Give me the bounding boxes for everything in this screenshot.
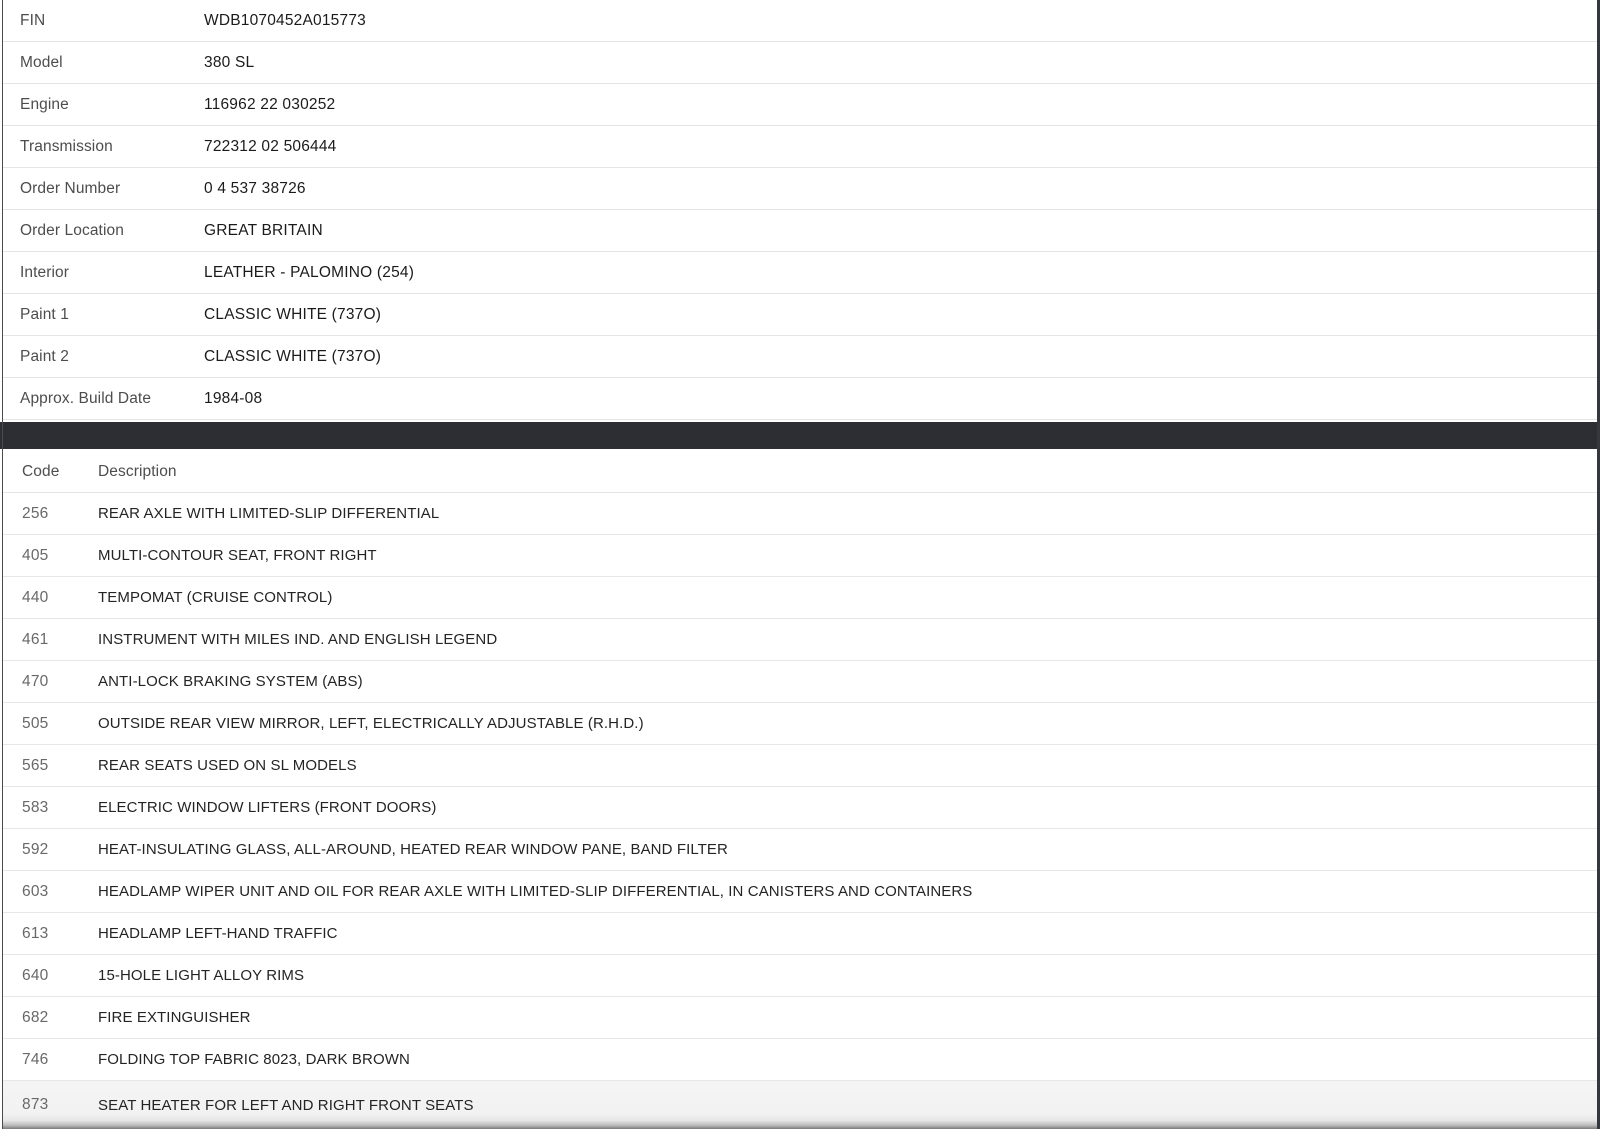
vehicle-info-row [3,210,1597,252]
option-description: OUTSIDE REAR VIEW MIRROR, LEFT, ELECTRICALLY ADJUSTABLE (R.H.D.) [98,715,644,732]
field-value: CLASSIC WHITE (737O) [204,305,382,323]
option-row [3,703,1597,745]
option-description: 15-HOLE LIGHT ALLOY RIMS [98,967,305,984]
option-row [3,829,1597,871]
option-description: REAR SEATS USED ON SL MODELS [98,757,357,774]
vehicle-info-row [3,294,1597,336]
vehicle-info-row [3,252,1597,294]
field-label: Order Number [20,179,121,197]
option-row [3,997,1597,1039]
option-description: FOLDING TOP FABRIC 8023, DARK BROWN [98,1051,410,1068]
vehicle-info-table [3,0,1597,420]
option-row [3,493,1597,535]
option-code: 505 [22,714,49,732]
option-description: FIRE EXTINGUISHER [98,1009,251,1026]
options-table [3,493,1597,1129]
section-divider-bar [0,422,1600,449]
datacard-content [3,0,1597,1129]
description-column-header: Description [98,462,177,480]
option-code: 873 [22,1096,49,1113]
option-row [3,619,1597,661]
option-description: ELECTRIC WINDOW LIFTERS (FRONT DOORS) [98,799,437,816]
vehicle-info-row [3,0,1597,42]
option-row [3,577,1597,619]
options-header-row [3,451,1597,493]
option-row [3,955,1597,997]
option-row [3,913,1597,955]
option-code: 256 [22,504,49,522]
field-label: Model [20,53,63,71]
vehicle-info-row [3,126,1597,168]
option-description: REAR AXLE WITH LIMITED-SLIP DIFFERENTIAL [98,505,440,522]
option-code: 603 [22,882,49,900]
vehicle-info-row [3,168,1597,210]
left-edge-line [2,0,3,1129]
field-value: GREAT BRITAIN [204,221,323,239]
field-value: WDB1070452A015773 [204,11,366,29]
option-description: TEMPOMAT (CRUISE CONTROL) [98,589,333,606]
option-description: HEADLAMP WIPER UNIT AND OIL FOR REAR AXLE WITH LIMITED-SLIP DIFFERENTIAL, IN CANISTERS AND CONTAINERS [98,883,973,900]
field-value: 722312 02 506444 [204,137,337,155]
option-description: SEAT HEATER FOR LEFT AND RIGHT FRONT SEATS [98,1096,474,1114]
option-row [3,661,1597,703]
option-code: 746 [22,1050,49,1068]
option-code: 682 [22,1008,49,1026]
field-value: 1984-08 [204,389,263,407]
option-description: MULTI-CONTOUR SEAT, FRONT RIGHT [98,547,377,564]
field-value: LEATHER - PALOMINO (254) [204,263,415,281]
option-code: 583 [22,798,49,816]
vehicle-info-row [3,336,1597,378]
field-label: Transmission [20,137,113,155]
vehicle-info-row [3,42,1597,84]
field-value: 0 4 537 38726 [204,179,306,197]
option-code: 440 [22,588,49,606]
option-code: 565 [22,756,49,774]
field-label: Paint 1 [20,305,69,323]
option-row [3,1081,1597,1129]
option-row [3,535,1597,577]
option-description: HEADLAMP LEFT-HAND TRAFFIC [98,925,338,942]
field-value: 116962 22 030252 [204,95,336,113]
option-code: 592 [22,840,49,858]
field-value: 380 SL [204,53,255,71]
option-description: INSTRUMENT WITH MILES IND. AND ENGLISH LEGEND [98,631,498,648]
field-label: Engine [20,95,69,113]
option-code: 640 [22,966,49,984]
option-code: 613 [22,924,49,942]
field-value: CLASSIC WHITE (737O) [204,347,382,365]
field-label: Order Location [20,221,124,239]
field-label: FIN [20,11,46,29]
field-label: Approx. Build Date [20,389,152,407]
option-code: 470 [22,672,49,690]
option-row [3,745,1597,787]
option-description: HEAT-INSULATING GLASS, ALL-AROUND, HEATED REAR WINDOW PANE, BAND FILTER [98,841,728,858]
vehicle-info-row [3,378,1597,420]
option-code: 461 [22,630,49,648]
code-column-header: Code [22,462,60,480]
option-row [3,787,1597,829]
option-row [3,871,1597,913]
vehicle-info-row [3,84,1597,126]
option-row [3,1039,1597,1081]
field-label: Interior [20,263,70,281]
option-description: ANTI-LOCK BRAKING SYSTEM (ABS) [98,673,363,690]
field-label: Paint 2 [20,347,69,365]
option-code: 405 [22,546,49,564]
